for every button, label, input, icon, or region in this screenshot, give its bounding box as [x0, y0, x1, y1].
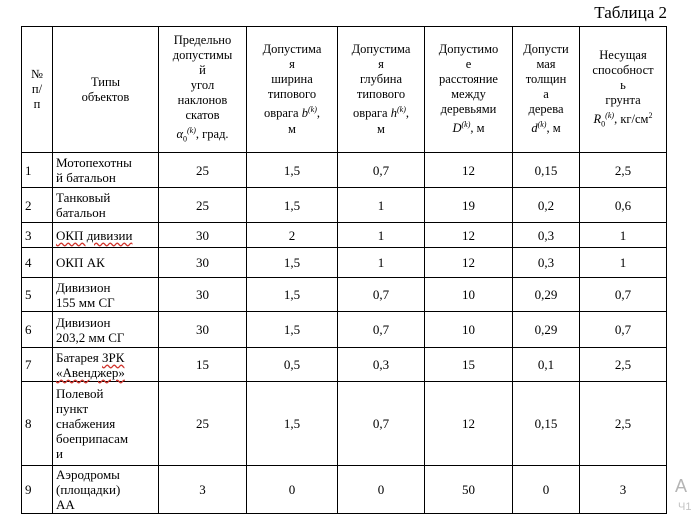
row-number: 3 — [22, 223, 53, 248]
object-type-name-line: Мотопехотны — [56, 155, 132, 170]
header-distance: Допустимо е расстояние между деревьями $D^{(k)}$, м — [425, 27, 513, 153]
depth-value: 0,7 — [338, 278, 425, 312]
angle-value: 30 — [159, 248, 247, 278]
distance-value: 19 — [425, 188, 513, 223]
depth-value: 1 — [338, 223, 425, 248]
thickness-value: 0 — [513, 466, 580, 514]
h-symbol: h — [390, 106, 397, 121]
angle-value: 25 — [159, 382, 247, 466]
thickness-value: 0,29 — [513, 312, 580, 348]
table-row — [22, 382, 667, 466]
object-type-name — [53, 348, 159, 382]
thickness-value: 0,1 — [513, 348, 580, 382]
object-type-name-line: (площадки) — [56, 482, 121, 497]
object-type-name-line: АА — [56, 497, 75, 512]
depth-value: 0 — [338, 466, 425, 514]
d-capital-symbol: D — [452, 121, 462, 136]
width-value: 1,5 — [247, 188, 338, 223]
object-type-name-line: ОКП дивизии — [56, 227, 133, 243]
object-type-name — [53, 382, 159, 466]
object-type-name-line: Дивизион — [56, 279, 111, 295]
angle-value: 30 — [159, 223, 247, 248]
table-row — [22, 312, 667, 348]
alpha-symbol: α — [176, 126, 183, 141]
width-value: 1,5 — [247, 153, 338, 188]
object-type-name-line: пункт — [56, 401, 89, 416]
table-caption: Таблица 2 — [594, 3, 667, 22]
angle-value: 30 — [159, 278, 247, 312]
table-body — [22, 153, 667, 514]
table-row — [22, 188, 667, 223]
angle-value: 25 — [159, 188, 247, 223]
bearing-value: 2,5 — [580, 348, 667, 382]
b-symbol: b — [301, 106, 308, 121]
width-value: 2 — [247, 223, 338, 248]
thickness-value: 0,15 — [513, 153, 580, 188]
width-value: 1,5 — [247, 278, 338, 312]
distance-value: 12 — [425, 223, 513, 248]
table-row — [22, 153, 667, 188]
edge-fragment: А — [675, 476, 688, 496]
header-row — [22, 27, 667, 153]
row-number: 8 — [22, 382, 53, 466]
header-depth: Допустима я глубина типового оврага $h^{(k)}$, м — [338, 27, 425, 153]
width-value: 1,5 — [247, 248, 338, 278]
object-type-name-line: снабжения — [56, 416, 116, 431]
width-value: 1,5 — [247, 312, 338, 348]
distance-value: 10 — [425, 278, 513, 312]
object-type-name-line: Батарея ЗРК — [56, 349, 125, 365]
depth-value: 0,7 — [338, 382, 425, 466]
object-type-name-line: Полевой — [56, 386, 104, 401]
thickness-value: 0,15 — [513, 382, 580, 466]
width-value: 1,5 — [247, 382, 338, 466]
object-type-name — [53, 466, 159, 514]
object-type-name-line: Аэродромы — [56, 467, 120, 482]
object-type-name — [53, 312, 159, 348]
bearing-value: 0,7 — [580, 312, 667, 348]
width-value: 0 — [247, 466, 338, 514]
angle-value: 3 — [159, 466, 247, 514]
distance-value: 12 — [425, 248, 513, 278]
distance-value: 50 — [425, 466, 513, 514]
object-type-name-line: 155 мм СГ — [56, 294, 115, 310]
depth-value: 1 — [338, 188, 425, 223]
header-num: № п/ п — [22, 27, 53, 153]
depth-value: 0,7 — [338, 153, 425, 188]
bearing-value: 0,7 — [580, 278, 667, 312]
depth-value: 0,7 — [338, 312, 425, 348]
object-type-name — [53, 188, 159, 223]
object-type-name — [53, 248, 159, 278]
object-type-name — [53, 153, 159, 188]
thickness-value: 0,3 — [513, 248, 580, 278]
table-row — [22, 348, 667, 382]
header-thickness: Допусти мая толщин а дерева $d^{(k)}$, м — [513, 27, 580, 153]
bearing-value: 1 — [580, 248, 667, 278]
object-type-name-line: Дивизион — [56, 314, 111, 330]
bearing-value: 3 — [580, 466, 667, 514]
object-type-name-line: й батальон — [56, 170, 116, 185]
angle-value: 25 — [159, 153, 247, 188]
header-type: Типы объектов — [53, 27, 159, 153]
row-number: 5 — [22, 278, 53, 312]
row-number: 7 — [22, 348, 53, 382]
bearing-value: 0,6 — [580, 188, 667, 223]
table-row — [22, 278, 667, 312]
row-number: 6 — [22, 312, 53, 348]
object-type-name-line: 203,2 мм СГ — [56, 329, 125, 345]
thickness-value: 0,3 — [513, 223, 580, 248]
table-row — [22, 466, 667, 514]
bearing-value: 2,5 — [580, 153, 667, 188]
row-number: 9 — [22, 466, 53, 514]
width-value: 0,5 — [247, 348, 338, 382]
object-type-name-line: боеприпасам — [56, 431, 129, 446]
distance-value: 10 — [425, 312, 513, 348]
object-type-name-line: и — [56, 446, 63, 461]
distance-value: 15 — [425, 348, 513, 382]
depth-value: 1 — [338, 248, 425, 278]
angle-value: 15 — [159, 348, 247, 382]
row-number: 1 — [22, 153, 53, 188]
object-type-name-line: ОКП АК — [56, 255, 105, 270]
header-angle: Предельно допустимы й угол наклонов скатов $\alpha_0^{(k)}$, град. — [159, 27, 247, 153]
thickness-value: 0,2 — [513, 188, 580, 223]
r-symbol: R — [593, 111, 602, 126]
object-type-name-line: батальон — [56, 205, 106, 220]
d-symbol: d — [531, 121, 538, 136]
row-number: 4 — [22, 248, 53, 278]
object-type-name-line: Танковый — [56, 190, 111, 205]
thickness-value: 0,29 — [513, 278, 580, 312]
depth-value: 0,3 — [338, 348, 425, 382]
distance-value: 12 — [425, 382, 513, 466]
table-row — [22, 248, 667, 278]
object-type-name — [53, 278, 159, 312]
row-number: 2 — [22, 188, 53, 223]
bearing-value: 2,5 — [580, 382, 667, 466]
objects-table — [21, 26, 667, 514]
object-type-name — [53, 223, 159, 248]
header-bearing: Несущая способност ь грунта $R_0^{(k)}$, $кг/см^2$ — [580, 27, 667, 153]
table-row — [22, 223, 667, 248]
object-type-name-line: «Авенджер» — [56, 364, 125, 380]
edge-fragment: Ч1 — [678, 501, 691, 513]
angle-value: 30 — [159, 312, 247, 348]
distance-value: 12 — [425, 153, 513, 188]
bearing-value: 1 — [580, 223, 667, 248]
header-width: Допустима я ширина типового оврага $b^{(k)}$, м — [247, 27, 338, 153]
